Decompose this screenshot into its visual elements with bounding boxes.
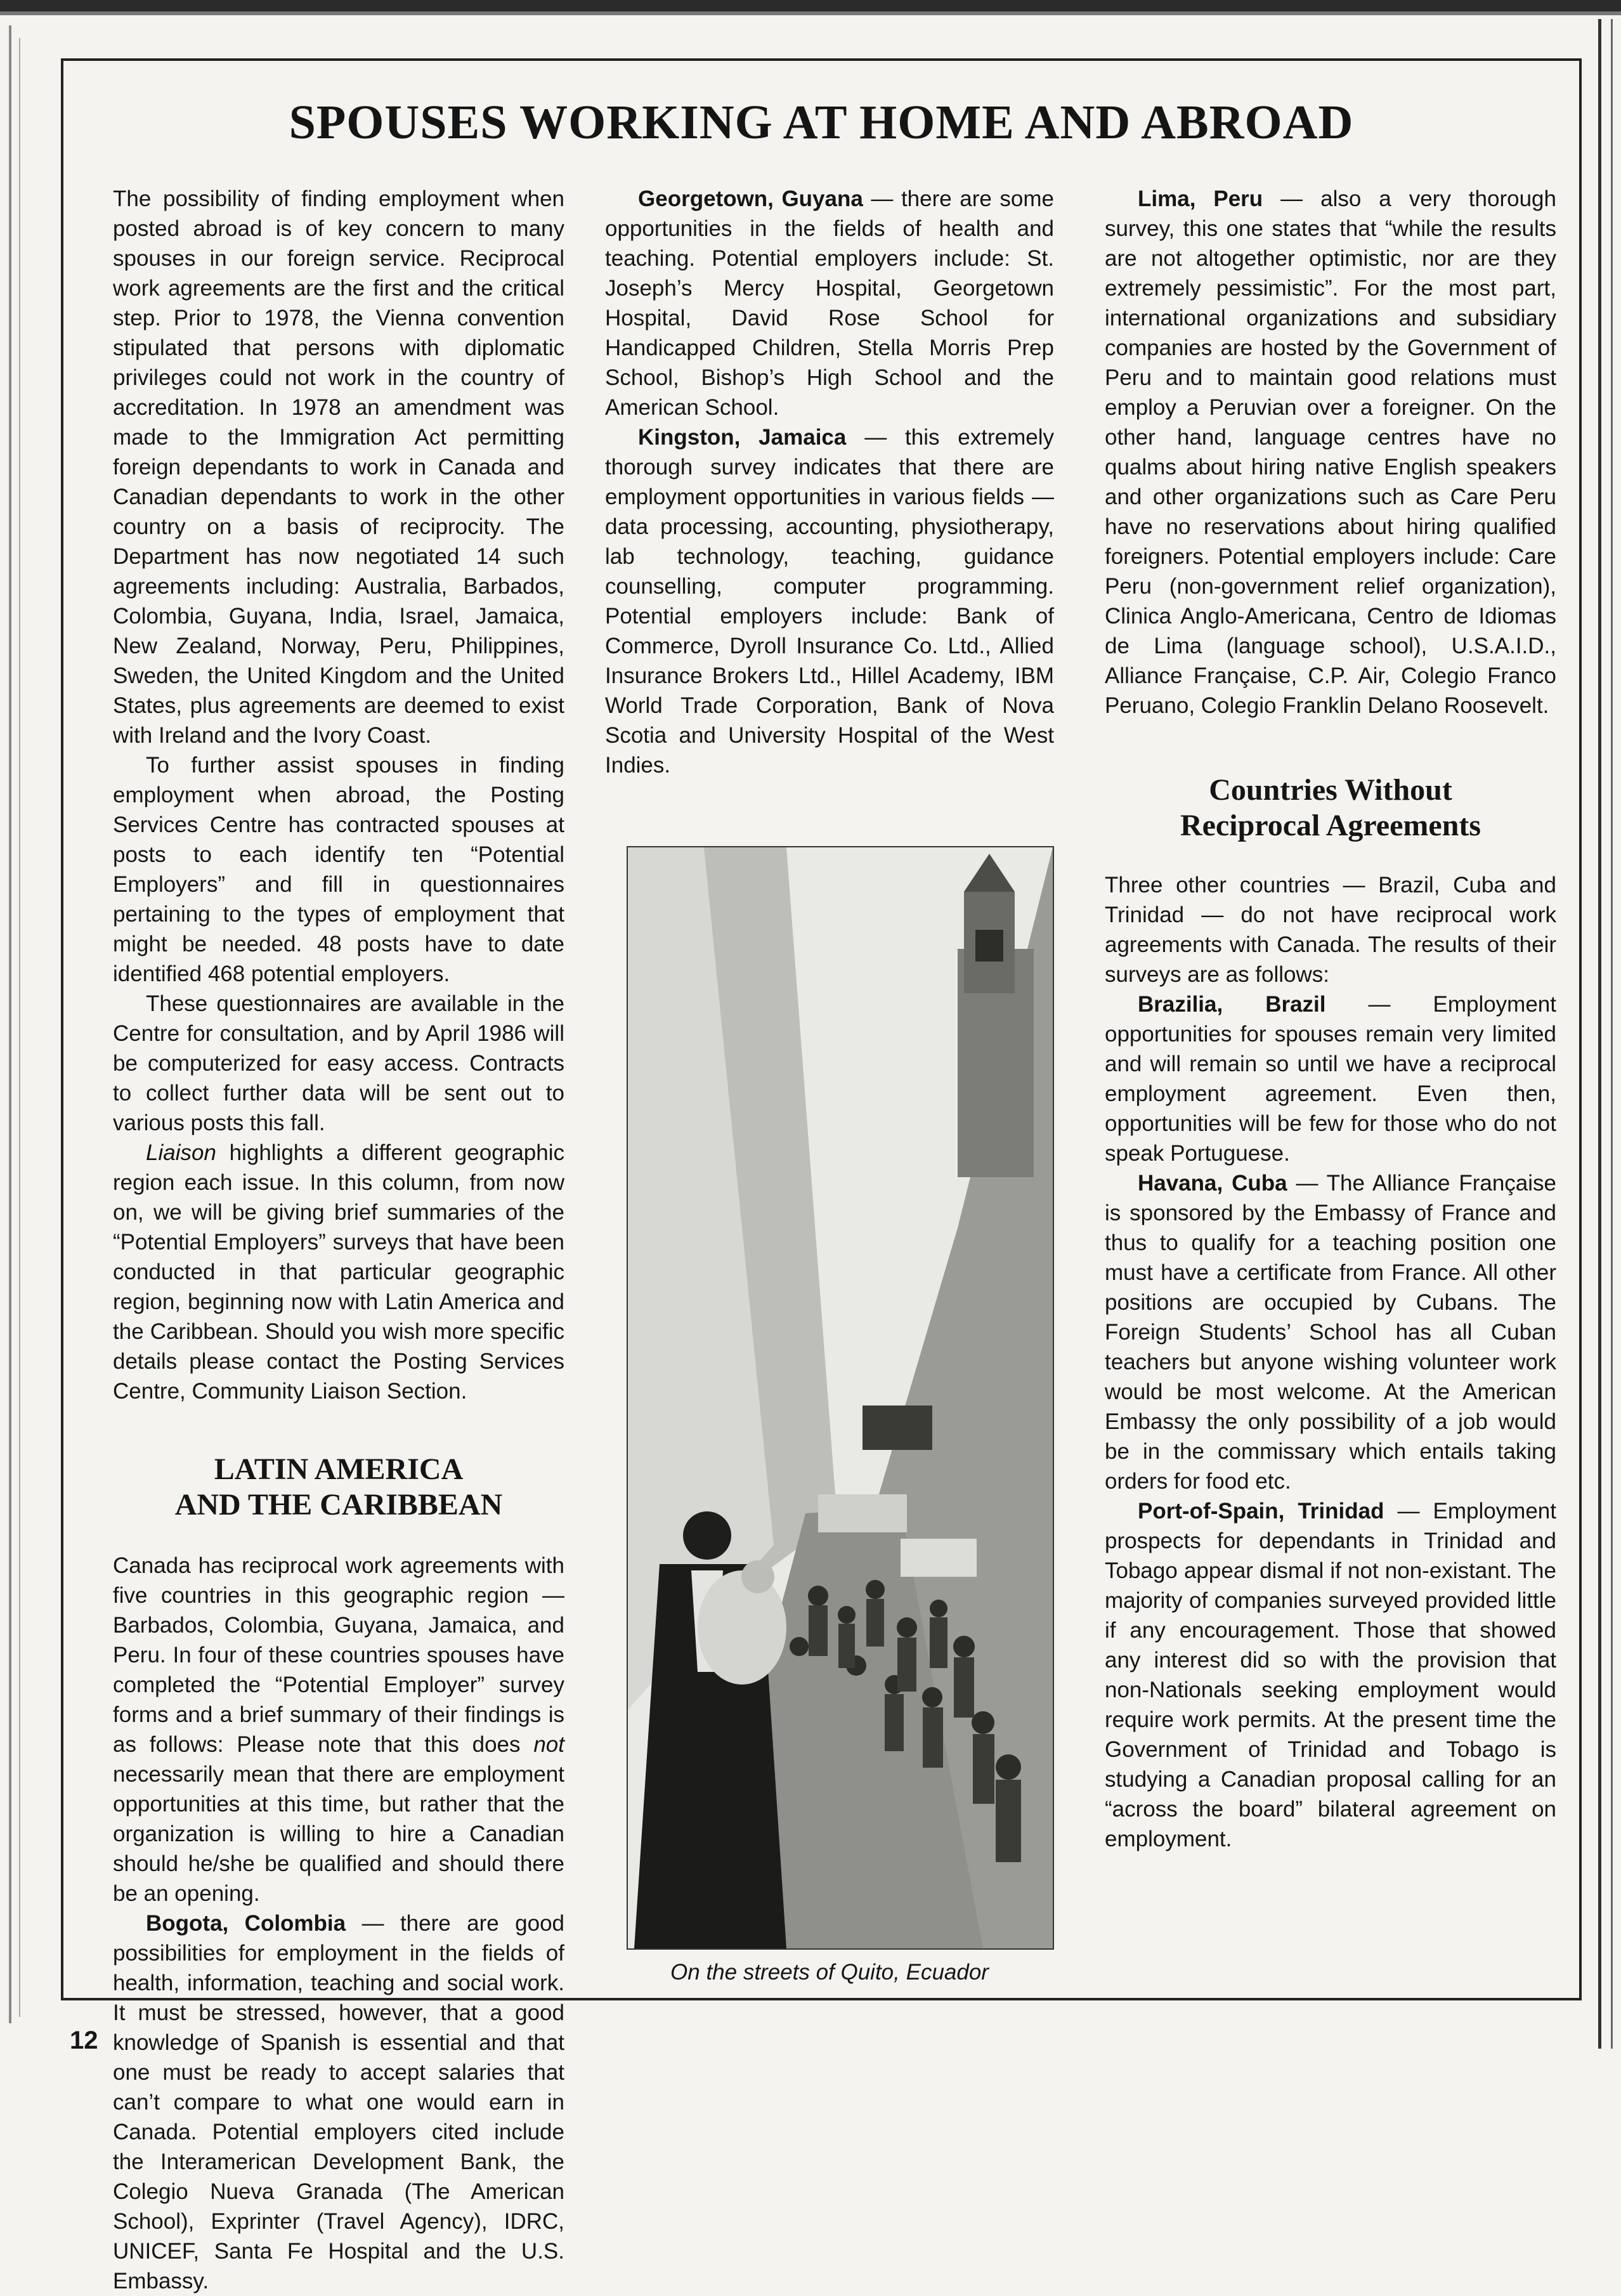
latin-america-heading (113, 1452, 564, 1523)
entry-bogota (113, 1908, 564, 2296)
scan-edge-top (0, 0, 1621, 11)
entry-text: — this extremely thorough survey indicates that there are employment opportunities in various fields — data processing, accounting, physiotherapy, lab technology, teaching, guidance counselling, computer programming. Potential employers include: Bank of Commerce, Dyroll Insurance Co. Ltd., Allied Insurance Brokers Ltd., Hillel Academy, IBM World Trade Corporation, Bank of Nova Scotia and University Hospital of the West Indies. (605, 425, 1054, 778)
entry-place: Havana, Cuba (1138, 1171, 1287, 1196)
entry-text: — also a very thorough survey, this one states that “while the results are not altogether optimistic, nor are they extremely pessimistic”. For the most part, international organizations and subsidiary companies are hosted by the Government of Peru and to maintain good relations must employ a Peruvian over a foreigner. On the other hand, language centres have no qualms about hiring native English speakers and other organizations such as Care Peru have no reservations about hiring qualified foreigners. Potential employers include: Care Peru (non-government relief organization), Clinica Anglo-Americana, Centro de Idiomas de Lima (language school), U.S.A.I.D., Alliance Française, C.P. Air, Colegio Franco Peruano, Colegio Franklin Delano Roosevelt. (1105, 186, 1556, 718)
column-2 (605, 184, 1054, 780)
latin-heading-line-1: LATIN AMERICA (214, 1452, 464, 1486)
column-1 (113, 184, 564, 2296)
entry-kingston (605, 422, 1054, 780)
page-title: SPOUSES WORKING AT HOME AND ABROAD (289, 96, 1354, 149)
intro-paragraph-3: These questionnaires are available in the Centre for consultation, and by April 1986 will be computerized for easy access. Contracts to collect further data will be sent out to various posts this fall. (113, 991, 564, 1135)
quito-street-photo (627, 846, 1054, 1950)
entry-havana (1105, 1168, 1556, 1496)
entry-port-of-spain (1105, 1496, 1556, 1854)
entry-text: — Employment prospects for dependants in Trinidad and Tobago appear dismal if not non-existant. The majority of companies surveyed provided little if any encouragement. Those that showed any interest did so with the provision that non-Nationals seeking employment would require work permits. At the present time the Government of Trinidad and Tobago is studying a Canadian proposal calling for an “across the board” bilateral agreement on employment. (1105, 1499, 1556, 1851)
binding-edge-left-inner (19, 38, 20, 2017)
intro-paragraph-1: The possibility of finding employment when posted abroad is of key concern to many spouses in our foreign service. Reciprocal work agreements are the first and the critical step. Prior to 1978, the Vienna convention stipulated that persons with diplomatic privileges could not work in the country of accreditation. In 1978 an amendment was made to the Immigration Act permitting foreign dependants to work in Canada and Canadian dependants to work in the other country on a basis of reciprocity. The Department has now negotiated 14 such agreements including: Australia, Barbados, Colombia, Guyana, India, Israel, Jamaica, New Zealand, Norway, Peru, Philippines, Sweden, the United Kingdom and the United States, plus agreements are deemed to exist with Ireland and the Ivory Coast. (113, 186, 564, 748)
intro-paragraph-2: To further assist spouses in finding employment when abroad, the Posting Services Centre has contracted spouses at posts to each identify ten “Potential Employers” and fill in questionnaires pertaining to the types of employment that might be needed. 48 posts have to date identified 468 potential employers. (113, 753, 564, 986)
photo-caption: On the streets of Quito, Ecuador (670, 1960, 989, 1985)
countries-heading-line-1: Countries Without (1209, 773, 1452, 807)
countries-without-heading (1105, 773, 1556, 844)
latin-heading-line-2: AND THE CARIBBEAN (174, 1488, 503, 1522)
entry-text: — Employment opportunities for spouses remain very limited and will remain so until we have a reciprocal employment agreement. Even then, opportunities will be few for those who do not speak Portuguese. (1105, 992, 1556, 1166)
scan-edge-top-shadow (0, 11, 1621, 15)
entry-text: — there are some opportunities in the fields of health and teaching. Potential employers include: St. Joseph’s Mercy Hospital, Georgetown Hospital, David Rose School for Handicapped Children, Stella Morris Prep School, Bishop’s High School and the American School. (605, 186, 1054, 420)
latin-intro-paragraph: Canada has reciprocal work agreements with five countries in this geographic region — Barbados, Colombia, Guyana, Jamaica, and Peru. In four of these countries spouses have completed the “Potential Employer” survey forms and a brief summary of their findings is as follows: Please note that this does not necessarily mean that there are employment opportunities at this time, but rather that the organization is willing to hire a Canadian should he/she be qualified and should there be an opening. (113, 1553, 564, 1906)
entry-place: Port-of-Spain, Trinidad (1138, 1499, 1384, 1523)
countries-intro: Three other countries — Brazil, Cuba and Trinidad — do not have reciprocal work agreements with Canada. The results of their surveys are as follows: (1105, 873, 1556, 987)
entry-place: Lima, Peru (1138, 186, 1263, 211)
page-number: 12 (70, 2026, 98, 2054)
countries-heading-line-2: Reciprocal Agreements (1180, 809, 1481, 842)
liaison-word: Liaison (146, 1140, 216, 1165)
liaison-paragraph (113, 1138, 564, 1406)
entry-text: — The Alliance Française is sponsored by the Embassy of France and thus to qualify for a teaching position one must have a certificate from France. All other positions are occupied by Cubans. The Foreign Students’ School has all Cuban teachers but anyone wishing volunteer work would be most welcome. At the American Embassy the only possibility of a job would be in the commissary which entails taking orders for food etc. (1105, 1171, 1556, 1494)
entry-place: Kingston, Jamaica (638, 425, 847, 450)
binding-edge-left (9, 25, 11, 2023)
column-3 (1105, 184, 1556, 1854)
entry-place: Georgetown, Guyana (638, 186, 863, 211)
binding-edge-right-outer (1611, 19, 1613, 2049)
entry-text: — there are good possibilities for employment in the fields of health, information, teaching and social work. It must be stressed, however, that a good knowledge of Spanish is essential and that one must be ready to accept salaries that can’t compare to what one would earn in Canada. Potential employers cited include the Interamerican Development Bank, the Colegio Nueva Granada (The American School), Exprinter (Travel Agency), IDRC, UNICEF, Santa Fe Hospital and the U.S. Embassy. (113, 1911, 564, 2293)
photo-illustration (628, 847, 1053, 1948)
entry-place: Brazilia, Brazil (1138, 992, 1326, 1017)
entry-place: Bogota, Colombia (146, 1911, 346, 1936)
entry-lima (1105, 184, 1556, 721)
emphasis-not: not (533, 1732, 564, 1757)
entry-brazilia (1105, 989, 1556, 1168)
binding-edge-right (1598, 19, 1601, 2049)
entry-georgetown (605, 184, 1054, 422)
liaison-paragraph-text: highlights a different geographic region each issue. In this column, from now on, we will be giving brief summaries of the “Potential Employers” surveys that have been conducted in that particular geographic region, beginning now with Latin America and the Caribbean. Should you wish more specific details please contact the Posting Services Centre, Community Liaison Section. (113, 1140, 564, 1404)
